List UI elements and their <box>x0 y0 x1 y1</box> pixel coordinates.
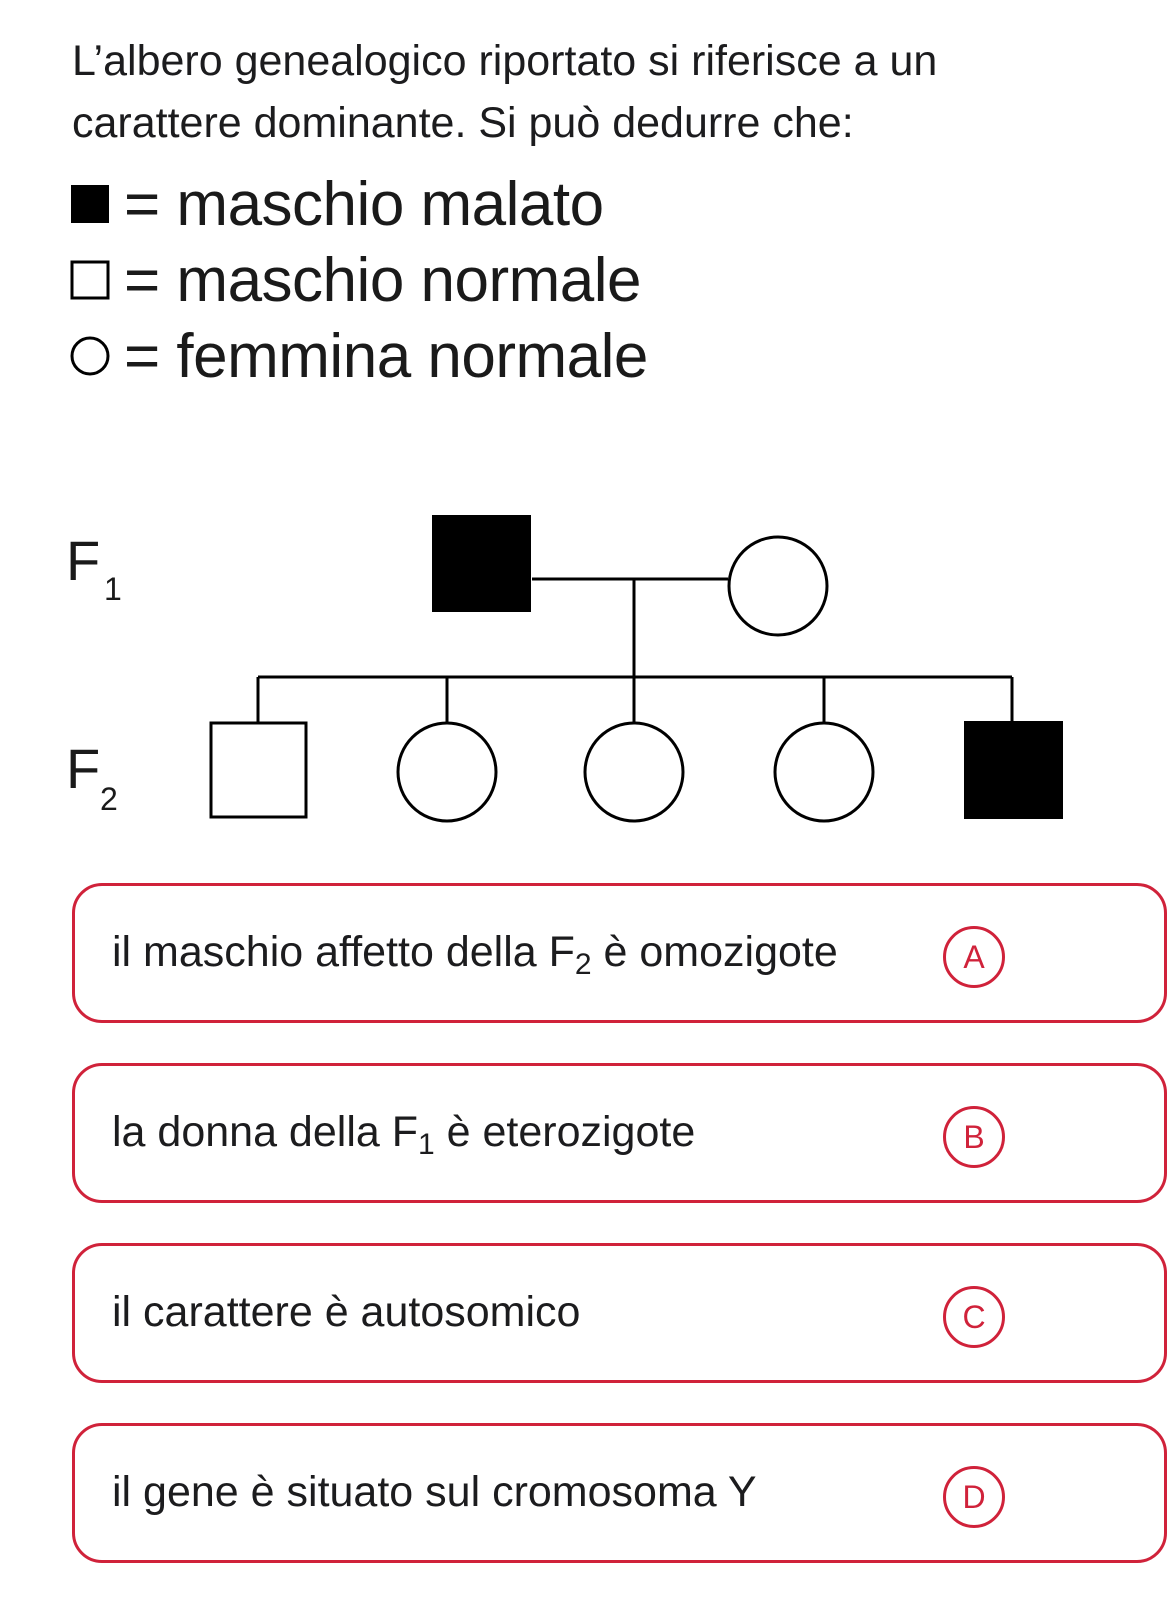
f2-normal-daughter <box>775 723 873 821</box>
legend-label: = femmina normale <box>124 321 648 391</box>
option-text: il maschio affetto della $F_2$ è omozigote <box>112 928 838 981</box>
answer-option-a[interactable] <box>72 883 1167 1023</box>
option-letter-badge: A <box>943 926 1005 988</box>
legend-row-normal-female <box>70 318 648 394</box>
generation-sub-f2: 2 <box>100 781 118 817</box>
option-text: il carattere è autosomico <box>112 1288 581 1336</box>
option-letter-badge: C <box>943 1286 1005 1348</box>
pedigree-lines <box>258 579 1012 722</box>
f2-normal-son <box>211 723 306 817</box>
answer-option-d[interactable] <box>72 1423 1167 1563</box>
option-text: la donna della $F_1$ è eterozigote <box>112 1108 696 1161</box>
answer-option-b[interactable] <box>72 1063 1167 1203</box>
pedigree-chart <box>0 500 1170 840</box>
option-text: il gene è situato sul cromosoma Y <box>112 1468 757 1516</box>
legend <box>70 166 648 394</box>
legend-row-normal-male <box>70 242 648 318</box>
question-text: L’albero genealogico riportato si riferisce a un carattere dominante. Si può dedurre che: <box>72 37 938 147</box>
option-letter-badge: B <box>943 1106 1005 1168</box>
empty-circle-icon <box>70 336 110 376</box>
f2-normal-daughter <box>585 723 683 821</box>
empty-square-icon <box>70 260 110 300</box>
legend-label: = maschio malato <box>124 169 604 239</box>
f2-affected-son <box>964 721 1063 819</box>
f1-affected-father <box>432 515 531 612</box>
filled-square-icon <box>70 184 110 224</box>
answer-option-c[interactable] <box>72 1243 1167 1383</box>
f2-normal-daughter <box>398 723 496 821</box>
legend-label: = maschio normale <box>124 245 642 315</box>
generation-label-f1: F <box>66 529 101 592</box>
legend-row-affected-male <box>70 166 648 242</box>
generation-label-f2: F <box>66 737 101 800</box>
f1-normal-mother <box>729 537 827 635</box>
generation-sub-f1: 1 <box>104 571 122 607</box>
option-letter-badge: D <box>943 1466 1005 1528</box>
